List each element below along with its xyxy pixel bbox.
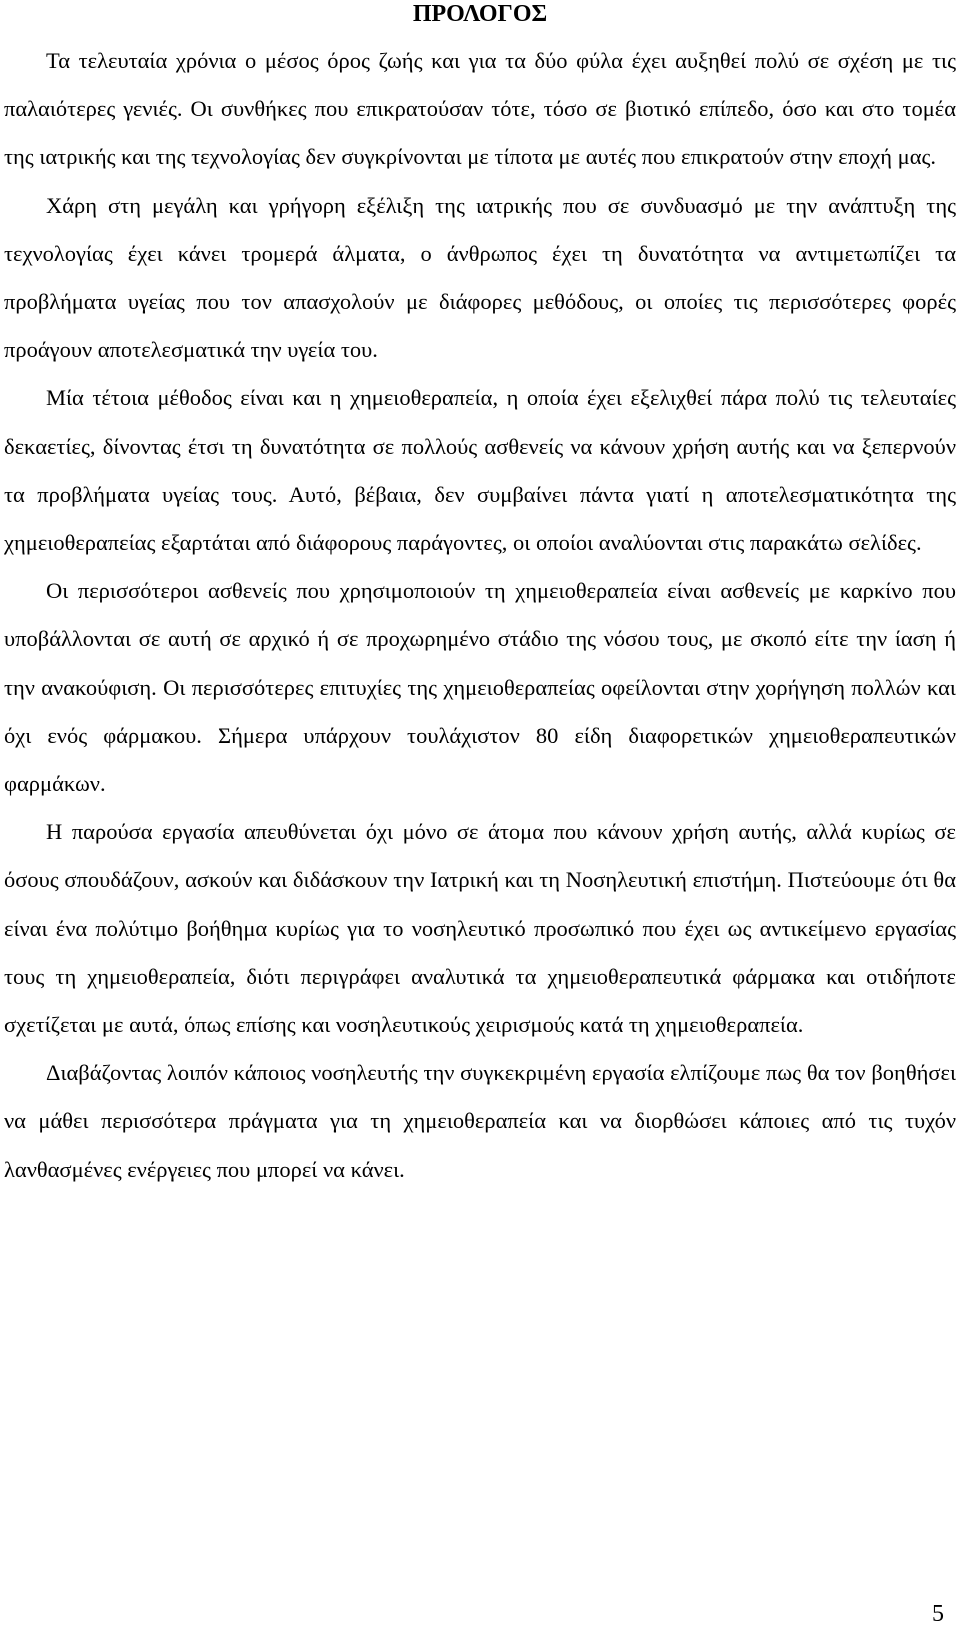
page-title: ΠΡΟΛΟΓΟΣ xyxy=(412,1,548,27)
paragraph-audience: Η παρούσα εργασία απευθύνεται όχι μόνο σε άτομα που κάνουν χρήση αυτής, αλλά κυρίως σε όσους σπουδάζουν, ασκούν και διδάσκουν την Ιατρική και τη Νοσηλευτική επιστήμη. Πιστεύουμε ότι θα είναι ένα πολύτιμο βοήθημα κυρίως για το νοσηλευτικό προσωπικό που έχει ως αντικείμενο εργασίας τους τη χημειοθεραπεία, διότι περιγράφει αναλυτικά τα χημειοθεραπευτικά φάρμακα και οτιδήποτε σχετίζεται με αυτά, όπως επίσης και νοσηλευτικούς χειρισμούς κατά τη χημειοθεραπεία. xyxy=(4,819,956,1038)
paragraph-medical-progress: Χάρη στη μεγάλη και γρήγορη εξέλιξη της ιατρικής που σε συνδυασμό με την ανάπτυξη της τεχνολογίας έχει κάνει τρομερά άλματα, ο άνθρωπος έχει τη δυνατότητα να αντιμετωπίζει τα προβλήματα υγείας που τον απασχολούν με διάφορες μεθόδους, οι οποίες τις περισσότερες φορές προάγουν αποτελεσματικά την υγεία του. xyxy=(4,192,956,363)
paragraph-closing: Διαβάζοντας λοιπόν κάποιος νοσηλευτής την συγκεκριμένη εργασία ελπίζουμε πως θα τον βοηθήσει να μάθει περισσότερα πράγματα για τη χημειοθεραπεία και να διορθώσει κάποιες από τις τυχόν λανθασμένες ενέργειες που μπορεί να κάνει. xyxy=(4,1060,956,1182)
document-body xyxy=(4,37,956,1194)
page-number: 5 xyxy=(932,1601,944,1627)
paragraph-chemotherapy-method: Μία τέτοια μέθοδος είναι και η χημειοθεραπεία, η οποία έχει εξελιχθεί πάρα πολύ τις τελευταίες δεκαετίες, δίνοντας έτσι τη δυνατότητα σε πολλούς ασθενείς να κάνουν χρήση αυτής και να ξεπερνούν τα προβλήματα υγείας τους. Αυτό, βέβαια, δεν συμβαίνει πάντα γιατί η αποτελεσματικότητα της χημειοθεραπείας εξαρτάται από διάφορους παράγοντες, οι οποίοι αναλύονται στις παρακάτω σελίδες. xyxy=(4,385,956,556)
paragraph-patients: Οι περισσότεροι ασθενείς που χρησιμοποιούν τη χημειοθεραπεία είναι ασθενείς με καρκίνο που υποβάλλονται σε αυτή σε αρχικό ή σε προχωρημένο στάδιο της νόσου τους, με σκοπό είτε την ίαση ή την ανακούφιση. Οι περισσότερες επιτυχίες της χημειοθεραπείας οφείλονται στην χορήγηση πολλών και όχι ενός φάρμακου. Σήμερα υπάρχουν τουλάχιστον 80 είδη διαφορετικών χημειοθεραπευτικών φαρμάκων. xyxy=(4,578,956,797)
paragraph-intro: Τα τελευταία χρόνια ο μέσος όρος ζωής και για τα δύο φύλα έχει αυξηθεί πολύ σε σχέση με τις παλαιότερες γενιές. Οι συνθήκες που επικρατούσαν τότε, τόσο σε βιοτικό επίπεδο, όσο και στο τομέα της ιατρικής και της τεχνολογίας δεν συγκρίνονται με τίποτα με αυτές που επικρατούν στην εποχή μας. xyxy=(4,48,956,170)
